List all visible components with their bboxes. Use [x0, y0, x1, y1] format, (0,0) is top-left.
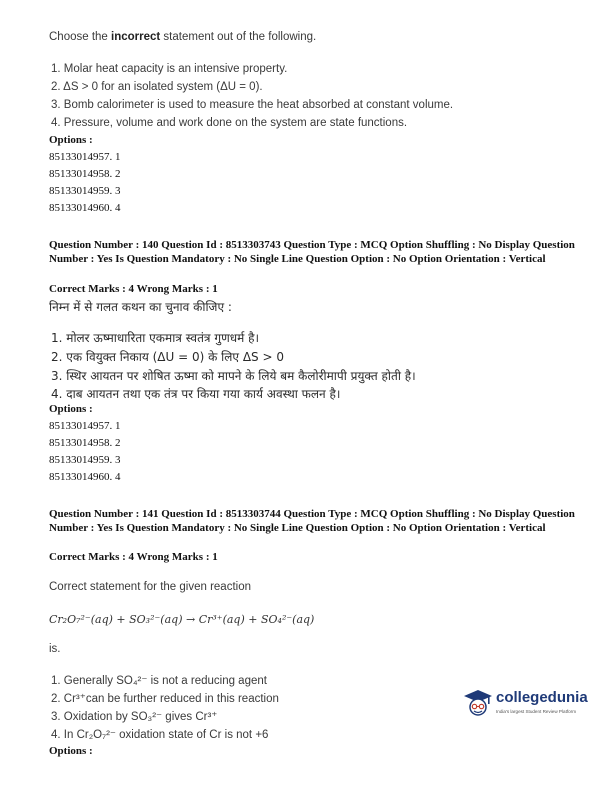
- q140-option-3: 85133014959. 3: [49, 454, 121, 466]
- q140-option-1: 85133014957. 1: [49, 420, 121, 432]
- q140-option-4: 85133014960. 4: [49, 471, 121, 483]
- q139-option-2: 85133014958. 2: [49, 168, 121, 180]
- graduate-icon: [462, 687, 494, 721]
- q139-statement-1: 1. Molar heat capacity is an intensive property.: [51, 63, 288, 75]
- q141-statement-4: 4. In Cr₂O₇²⁻ oxidation state of Cr is not +6: [51, 729, 269, 741]
- q140-marks: Correct Marks : 4 Wrong Marks : 1: [49, 283, 218, 295]
- q141-options-label: Options :: [49, 745, 93, 757]
- q140-options-label: Options :: [49, 403, 93, 415]
- q139-prompt: Choose the incorrect statement out of the following.: [49, 31, 317, 43]
- q141-prompt: Correct statement for the given reaction: [49, 581, 251, 593]
- q139-statement-3: 3. Bomb calorimeter is used to measure the heat absorbed at constant volume.: [51, 99, 454, 111]
- q139-options-label: Options :: [49, 134, 93, 146]
- logo-tagline: India's largest Student Review Platform: [496, 709, 577, 714]
- q141-is-text: is.: [49, 643, 61, 655]
- q140-meta: Question Number : 140 Question Id : 8513303743 Question Type : MCQ Option Shuffling : No Display Question Number : Yes Is Question Mandatory : No Single Line Question Option : No Option Orientation : Vertical: [49, 239, 575, 265]
- logo-name: collegedunia: [496, 689, 588, 706]
- q141-equation: Cr₂O₇²⁻(aq) + SO₃²⁻(aq) → Cr³⁺(aq) + SO₄²⁻(aq): [49, 613, 315, 626]
- collegedunia-logo: [462, 687, 602, 727]
- q141-statement-3: 3. Oxidation by SO₃²⁻ gives Cr³⁺: [51, 711, 218, 723]
- q139-option-4: 85133014960. 4: [49, 202, 121, 214]
- q141-statement-1: 1. Generally SO₄²⁻ is not a reducing agent: [51, 675, 267, 687]
- q141-meta: Question Number : 141 Question Id : 8513303744 Question Type : MCQ Option Shuffling : No Display Question Number : Yes Is Question Mandatory : No Single Line Question Option : No Option Orientation : Vertical: [49, 508, 575, 534]
- q140-statement-1: 1. मोलर ऊष्माधारिता एकमात्र स्वतंत्र गुणधर्म है।: [51, 331, 260, 345]
- q140-statement-4: 4. दाब आयतन तथा एक तंत्र पर किया गया कार्य अवस्था फलन है।: [51, 387, 341, 401]
- q140-prompt: निम्न में से गलत कथन का चुनाव कीजिए :: [49, 300, 232, 314]
- q139-statement-4: 4. Pressure, volume and work done on the system are state functions.: [51, 117, 408, 129]
- q140-option-2: 85133014958. 2: [49, 437, 121, 449]
- q139-statement-2: 2. ΔS > 0 for an isolated system (ΔU = 0).: [51, 81, 263, 93]
- q139-option-1: 85133014957. 1: [49, 151, 121, 163]
- q141-marks: Correct Marks : 4 Wrong Marks : 1: [49, 551, 218, 563]
- q139-option-3: 85133014959. 3: [49, 185, 121, 197]
- q140-statement-3: 3. स्थिर आयतन पर शोषित ऊष्मा को मापने के लिये बम कैलोरीमापी प्रयुक्त होती है।: [51, 369, 416, 383]
- q141-statement-2: 2. Cr³⁺can be further reduced in this reaction: [51, 693, 279, 705]
- q140-statement-2: 2. एक वियुक्त निकाय (ΔU = 0) के लिए ΔS > 0: [51, 350, 284, 364]
